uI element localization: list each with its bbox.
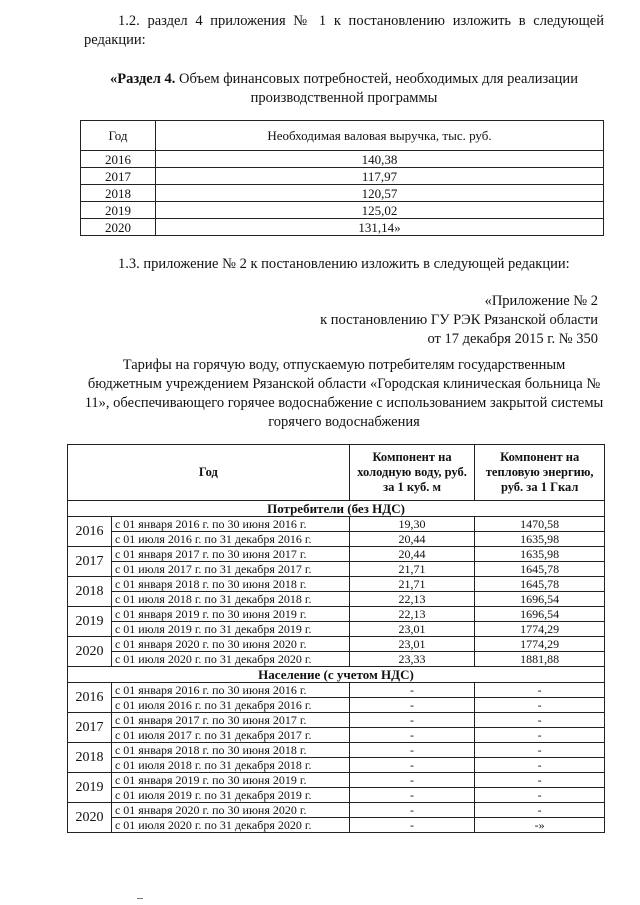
table-row (68, 622, 605, 637)
cell-year: 2020 (68, 637, 112, 667)
table-row (68, 637, 605, 652)
cell-heat-energy: 1881,88 (475, 652, 605, 667)
cell-period: с 01 июля 2017 г. по 31 декабря 2017 г. (111, 562, 349, 577)
table-row (68, 652, 605, 667)
cell-heat-energy: 1645,78 (475, 562, 605, 577)
table-row (68, 698, 605, 713)
cell-cold-water: 22,13 (349, 592, 475, 607)
cell-period: с 01 июля 2020 г. по 31 декабря 2020 г. (111, 652, 349, 667)
section-4-title (84, 70, 604, 108)
cell-period: с 01 января 2018 г. по 30 июня 2018 г. (111, 743, 349, 758)
table-row (68, 517, 605, 532)
col-header-revenue: Необходимая валовая выручка, тыс. руб. (156, 121, 604, 151)
cell-revenue: 131,14» (156, 219, 604, 236)
cell-cold-water: - (349, 743, 475, 758)
cell-year: 2017 (68, 547, 112, 577)
cell-heat-energy: 1774,29 (475, 622, 605, 637)
cell-period: с 01 января 2017 г. по 30 июня 2017 г. (111, 547, 349, 562)
cell-period: с 01 июля 2019 г. по 31 декабря 2019 г. (111, 622, 349, 637)
appendix-line-2: к постановлению ГУ РЭК Рязанской области (320, 312, 598, 328)
cell-heat-energy: - (475, 788, 605, 803)
cell-cold-water: 23,01 (349, 622, 475, 637)
cell-year: 2019 (68, 607, 112, 637)
cell-cold-water: 23,33 (349, 652, 475, 667)
cell-cold-water: 22,13 (349, 607, 475, 622)
cell-year: 2017 (68, 713, 112, 743)
table-row (68, 713, 605, 728)
cell-cold-water: - (349, 803, 475, 818)
cell-period: с 01 июля 2020 г. по 31 декабря 2020 г. (111, 818, 349, 833)
cell-period: с 01 июля 2018 г. по 31 декабря 2018 г. (111, 592, 349, 607)
tariff-title: Тарифы на горячую воду, отпускаемую потребителям государственным бюджетным учреждением Рязанской области «Городская клиническая больница № 11», обеспечивающего горячее водоснабжение с использованием закрытой системы горячего водоснабжения (84, 357, 604, 430)
section-title: Потребители (без НДС) (68, 501, 605, 517)
cell-revenue: 117,97 (156, 168, 604, 185)
cell-period: с 01 января 2019 г. по 30 июня 2019 г. (111, 607, 349, 622)
cell-period: с 01 июля 2016 г. по 31 декабря 2016 г. (111, 532, 349, 547)
cell-heat-energy: - (475, 698, 605, 713)
tariff-table (67, 444, 605, 833)
table-row (81, 185, 604, 202)
cell-cold-water: 23,01 (349, 637, 475, 652)
table-row (68, 532, 605, 547)
cell-period: с 01 января 2020 г. по 30 июня 2020 г. (111, 803, 349, 818)
table-row (68, 818, 605, 833)
cell-year: 2018 (81, 185, 156, 202)
section-row (68, 501, 605, 517)
revenue-table (80, 120, 604, 236)
col-header-year: Год (81, 121, 156, 151)
table-row (68, 758, 605, 773)
cell-heat-energy: - (475, 758, 605, 773)
cell-heat-energy: - (475, 803, 605, 818)
cell-heat-energy: 1774,29 (475, 637, 605, 652)
cell-heat-energy: -» (475, 818, 605, 833)
cell-heat-energy: 1635,98 (475, 532, 605, 547)
table-row (68, 728, 605, 743)
cell-period: с 01 января 2019 г. по 30 июня 2019 г. (111, 773, 349, 788)
cell-heat-energy: 1645,78 (475, 577, 605, 592)
cell-year: 2020 (68, 803, 112, 833)
table-header-row (81, 121, 604, 151)
cell-period: с 01 января 2020 г. по 30 июня 2020 г. (111, 637, 349, 652)
table-row (81, 202, 604, 219)
cell-cold-water: - (349, 728, 475, 743)
table-row (68, 562, 605, 577)
cell-year: 2016 (68, 517, 112, 547)
cell-heat-energy: - (475, 773, 605, 788)
appendix-header (260, 292, 598, 349)
appendix-line-3: от 17 декабря 2015 г. № 350 (427, 331, 598, 347)
col-header-year: Год (68, 445, 350, 501)
table-row (68, 577, 605, 592)
cell-period: с 01 января 2016 г. по 30 июня 2016 г. (111, 517, 349, 532)
table-row (81, 219, 604, 236)
col-header-cold-water: Компонент на холодную воду, руб. за 1 куб. м (349, 445, 475, 501)
table-row (68, 773, 605, 788)
cell-year: 2019 (68, 773, 112, 803)
cell-cold-water: - (349, 773, 475, 788)
cell-year: 2020 (81, 219, 156, 236)
table-row (68, 683, 605, 698)
appendix-line-1: «Приложение № 2 (484, 293, 598, 309)
cell-cold-water: 20,44 (349, 532, 475, 547)
cell-cold-water: - (349, 818, 475, 833)
cell-period: с 01 июля 2017 г. по 31 декабря 2017 г. (111, 728, 349, 743)
section-row (68, 667, 605, 683)
table-row (68, 607, 605, 622)
cell-heat-energy: - (475, 713, 605, 728)
table-row (81, 168, 604, 185)
cell-cold-water: 20,44 (349, 547, 475, 562)
cell-year: 2016 (81, 151, 156, 168)
table-row (68, 547, 605, 562)
cell-year: 2017 (81, 168, 156, 185)
table-row (68, 592, 605, 607)
cell-cold-water: - (349, 683, 475, 698)
cell-heat-energy: 1696,54 (475, 592, 605, 607)
table-row (68, 803, 605, 818)
cell-cold-water: 19,30 (349, 517, 475, 532)
cell-revenue: 125,02 (156, 202, 604, 219)
cell-year: 2016 (68, 683, 112, 713)
cell-cold-water: - (349, 713, 475, 728)
cell-revenue: 140,38 (156, 151, 604, 168)
cell-heat-energy: 1635,98 (475, 547, 605, 562)
paragraph-1-2: 1.2. раздел 4 приложения № 1 к постановлению изложить в следующей редакции: (84, 13, 604, 48)
cell-year: 2018 (68, 743, 112, 773)
cell-cold-water: - (349, 788, 475, 803)
table-row (68, 788, 605, 803)
cell-heat-energy: 1470,58 (475, 517, 605, 532)
cell-period: с 01 июля 2018 г. по 31 декабря 2018 г. (111, 758, 349, 773)
cell-period: с 01 июля 2016 г. по 31 декабря 2016 г. (111, 698, 349, 713)
section-4-title-text: Объем финансовых потребностей, необходимых для реализации производственной программы (175, 71, 578, 106)
cell-heat-energy: - (475, 728, 605, 743)
cell-heat-energy: - (475, 743, 605, 758)
cell-heat-energy: - (475, 683, 605, 698)
cell-cold-water: 21,71 (349, 577, 475, 592)
section-title: Население (с учетом НДС) (68, 667, 605, 683)
cell-period: с 01 января 2016 г. по 30 июня 2016 г. (111, 683, 349, 698)
cell-period: с 01 июля 2019 г. по 31 декабря 2019 г. (111, 788, 349, 803)
cell-cold-water: - (349, 758, 475, 773)
paragraph-1-3: 1.3. приложение № 2 к постановлению изложить в следующей редакции: (118, 256, 570, 272)
cell-cold-water: 21,71 (349, 562, 475, 577)
section-4-label: «Раздел 4. (110, 71, 176, 87)
cell-revenue: 120,57 (156, 185, 604, 202)
cell-cold-water: - (349, 698, 475, 713)
col-header-heat-energy: Компонент на тепловую энергию, руб. за 1 Гкал (475, 445, 605, 501)
table-row (68, 743, 605, 758)
cell-period: с 01 января 2017 г. по 30 июня 2017 г. (111, 713, 349, 728)
cell-period: с 01 января 2018 г. по 30 июня 2018 г. (111, 577, 349, 592)
table-row (81, 151, 604, 168)
table-header-row (68, 445, 605, 501)
cell-heat-energy: 1696,54 (475, 607, 605, 622)
cell-year: 2018 (68, 577, 112, 607)
cell-year: 2019 (81, 202, 156, 219)
page-mark (137, 898, 143, 899)
